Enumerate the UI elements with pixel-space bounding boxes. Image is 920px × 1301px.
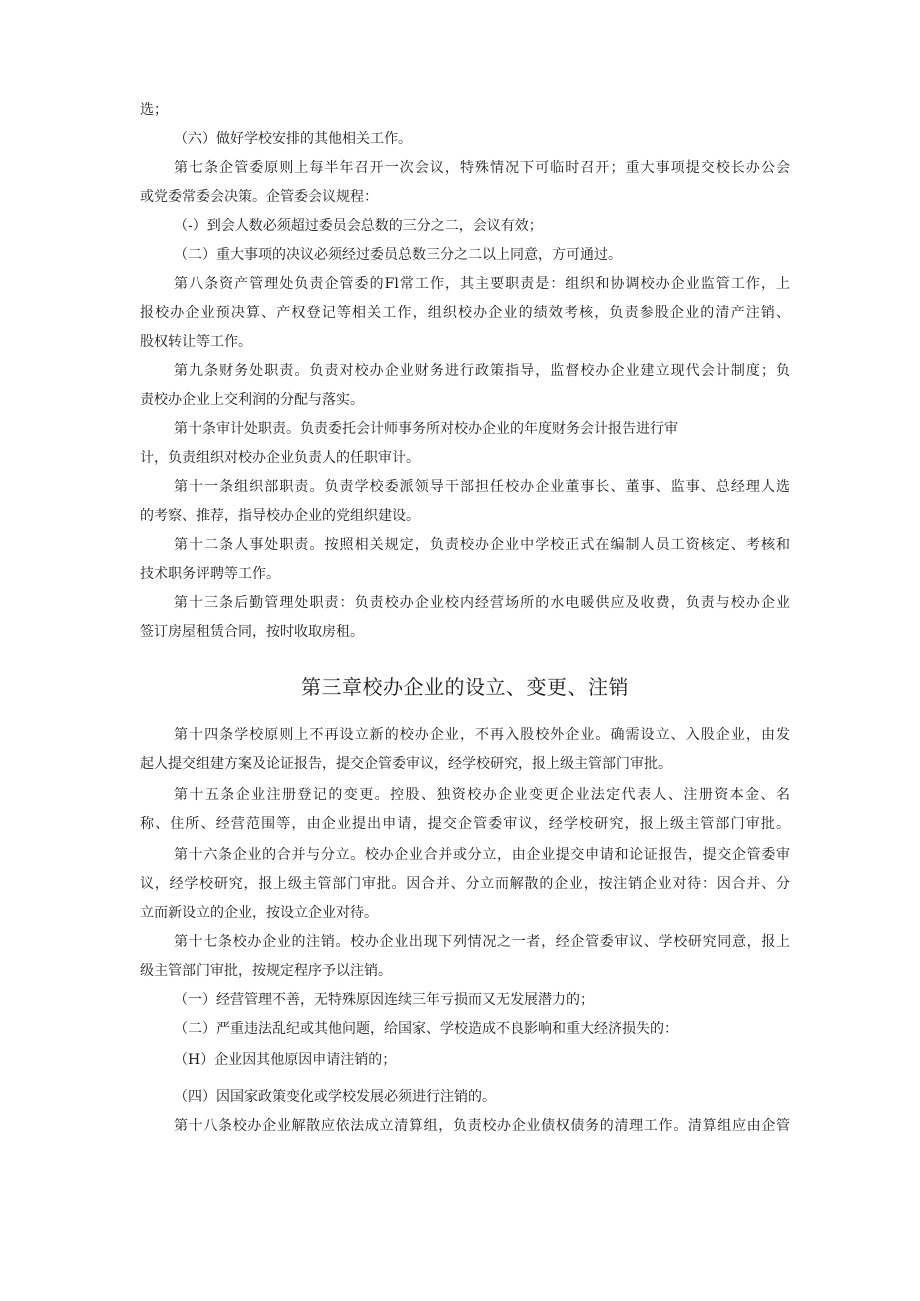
text-line: 第十二条人事处职责。按照相关规定，负责校办企业中学校正式在编制人员工资核定、考核和 [174,537,790,553]
text-line: 责校办企业上交利润的分配与落实。 [140,392,364,408]
text-line: （六）做好学校安排的其他相关工作。 [174,131,412,147]
text-line: 第十七条校办企业的注销。校办企业出现下列情况之一者，经企管委审议、学校研究同意，报上 [174,934,790,950]
text-line: （-）到会人数必须超过委员会总数的三分之二，会议有效； [174,218,543,234]
text-line: 称、住所、经营范围等，由企业提出申请，提交企管委审议，经学校研究，报上级主管部门审批。 [140,816,790,832]
document-body [140,96,790,1141]
text-line: 技术职务评聘等工作。 [140,566,280,582]
section-chapter-three [140,721,790,1141]
text-line: 计，负责组织对校办企业负责人的任职审计。 [140,450,420,466]
text-line: 第十八条校办企业解散应依法成立清算组，负责校办企业债权债务的清理工作。清算组应由企管 [174,1118,790,1134]
text-line: 第七条企管委原则上每半年召开一次会议，特殊情况下可临时召开；重大事项提交校长办公会 [174,160,790,176]
text-line: 级主管部门审批，按规定程序予以注销。 [140,963,392,979]
chapter-heading: 第三章校办企业的设立、变更、注销 [301,675,629,699]
text-line: 第十五条企业注册登记的变更。控股、独资校办企业变更企业法定代表人、注册资本金、名 [174,787,790,803]
text-line: 立而新设立的企业，按设立企业对待。 [140,905,378,921]
text-line: 第十六条企业的合并与分立。校办企业合并或分立，由企业提交申请和论证报告，提交企管委审 [174,847,790,863]
text-line: 第八条资产管理处负责企管委的Fl常工作，其主要职责是：组织和协调校办企业监管工作，上 [174,276,790,292]
text-line: 第十三条后勤管理处职责：负责校办企业校内经营场所的水电暖供应及收费，负责与校办企业 [174,595,790,611]
text-line: （二）严重违法乱纪或其他问题，给国家、学校造成不良影响和重大经济损失的： [174,1021,678,1037]
text-line: 第十条审计处职责。负责委托会计师事务所对校办企业的年度财务会计报告进行审 [174,421,678,437]
text-line: 第九条财务处职责。负责对校办企业财务进行政策指导，监督校办企业建立现代会计制度；负 [174,363,790,379]
text-line: （H）企业因其他原因申请注销的； [174,1052,397,1068]
text-line: （二）重大事项的决议必须经过委员总数三分之二以上同意，方可通过。 [174,247,622,263]
text-line: 选； [140,102,168,118]
text-line: （一）经营管理不善，无特殊原因连续三年亏损而又无发展潜力的； [174,992,594,1008]
text-line: 报校办企业预决算、产权登记等相关工作，组织校办企业的绩效考核，负责参股企业的清产注销、 [140,305,790,321]
text-line: 第十四条学校原则上不再设立新的校办企业，不再入股校外企业。确需设立、入股企业，由发 [174,727,790,743]
text-line: 的考察、推荐，指导校办企业的党组织建设。 [140,508,420,524]
text-line: 股权转让等工作。 [140,334,252,350]
text-line: （四）因国家政策变化或学校发展必须进行注销的。 [174,1089,496,1105]
line-gap [140,1075,790,1083]
text-line: 第十一条组织部职责。负责学校委派领导干部担任校办企业董事长、董事、监事、总经理人选 [174,479,790,495]
text-line: 或党委常委会决策。企管委会议规程： [140,189,378,205]
text-line: 议，经学校研究，报上级主管部门审批。因合并、分立而解散的企业，按注销企业对待：因合并、分 [140,876,790,892]
text-line: 签订房屋租赁合同，按时收取房租。 [140,624,364,640]
text-line: 起人提交组建方案及论证报告，提交企管委审议，经学校研究，报上级主管部门审批。 [140,756,672,772]
section-chapter-two-tail [140,96,790,647]
